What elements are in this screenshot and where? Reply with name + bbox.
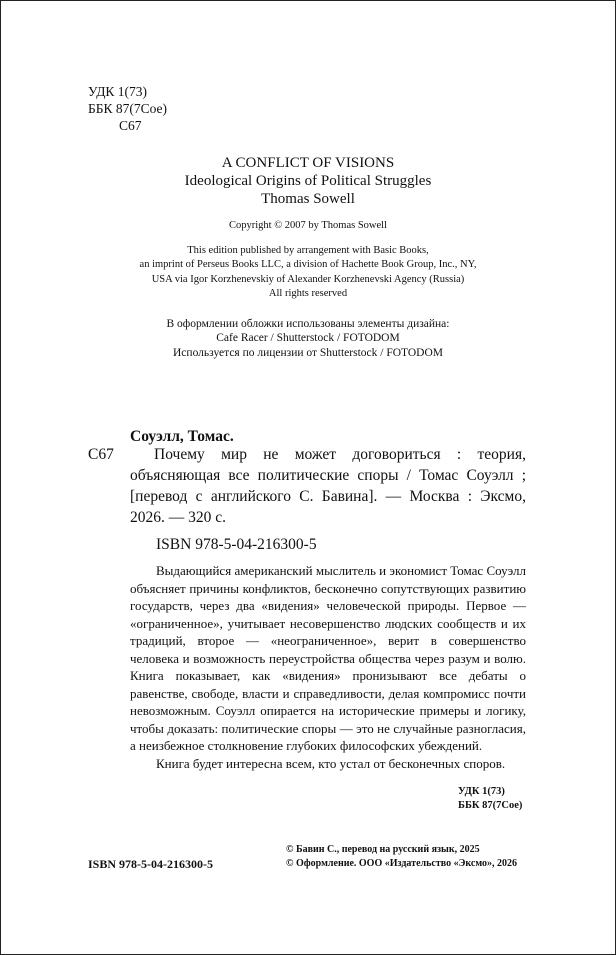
annotation-paragraph: Выдающийся американский мыслитель и экономист Томас Соуэлл объясняет причины конфликтов, бесконечно сопутствующих развитию государств, через два «видения» человеческой природы. Первое — «ограниченное», учитывает несовершенство людских сообществ и их традиций, второе — «неограниченное», верит в совершенство человека и возможность переустройства общества через разум и волю. Книга показывает, как «видения» пронизывают все дебаты о равенстве, свободе, власти и справедливости, делая компромисс почти невозможным. Соуэлл опирается на исторические примеры и логику, чтобы доказать: политические споры — это не случайные разногласия, а неизбежное столкновение глубоких философских убеждений. — [130, 563, 526, 753]
cover-design-note — [0, 317, 616, 360]
author-mark-code: С67 — [119, 118, 142, 133]
catalog-code: С67 — [88, 446, 114, 463]
cover-note-line: Используется по лицензии от Shutterstock / FOTODOM — [173, 346, 443, 359]
catalog-isbn: ISBN 978-5-04-216300-5 — [156, 536, 317, 553]
annotation — [130, 562, 526, 772]
catalog-author-heading: Соуэлл, Томас. — [130, 428, 234, 445]
bbk-code: ББК 87(7Сое) — [88, 101, 168, 116]
original-subtitle: Ideological Origins of Political Struggles — [184, 173, 432, 189]
original-author: Thomas Sowell — [261, 191, 355, 207]
footer-classification — [458, 785, 522, 813]
footer-udk: УДК 1(73) — [458, 786, 505, 797]
classification-codes — [88, 83, 167, 134]
annotation-paragraph: Книга будет интересна всем, кто устал от бесконечных споров. — [156, 755, 506, 771]
udk-code: УДК 1(73) — [88, 84, 148, 99]
original-title: A CONFLICT OF VISIONS — [221, 155, 395, 171]
edition-line: All rights reserved — [268, 287, 348, 299]
cover-note-line: В оформлении обложки использованы элементы дизайна: — [166, 318, 450, 330]
edition-line: USA via Igor Korzhenevskiy of Alexander Korzhenevski Agency (Russia) — [151, 273, 465, 285]
translation-copyright: © Бавин С., перевод на русский язык, 2025 — [286, 844, 480, 855]
footer-bbk: ББК 87(7Сое) — [458, 800, 523, 811]
cover-note-line: Cafe Racer / Shutterstock / FOTODOM — [216, 332, 400, 345]
copyright-notices — [286, 843, 517, 871]
edition-line: This edition published by arrangement with Basic Books, — [187, 245, 429, 256]
copyright-line: Copyright © 2007 by Thomas Sowell — [229, 220, 387, 231]
design-copyright: © Оформление. ООО «Издательство «Эксмо», 2026 — [286, 858, 517, 869]
footer-isbn: ISBN 978-5-04-216300-5 — [88, 857, 213, 871]
catalog-entry: Почему мир не может договориться : теория, объясняющая все политические споры / Томас Соуэлл ; [перевод с английского С. Бавина]. — Москва : Эксмо, 2026. — 320 с. — [130, 446, 526, 526]
edition-notice — [0, 244, 616, 301]
edition-line: an imprint of Perseus Books LLC, a division of Hachette Book Group, Inc., NY, — [139, 259, 477, 271]
original-title-block — [0, 154, 616, 208]
